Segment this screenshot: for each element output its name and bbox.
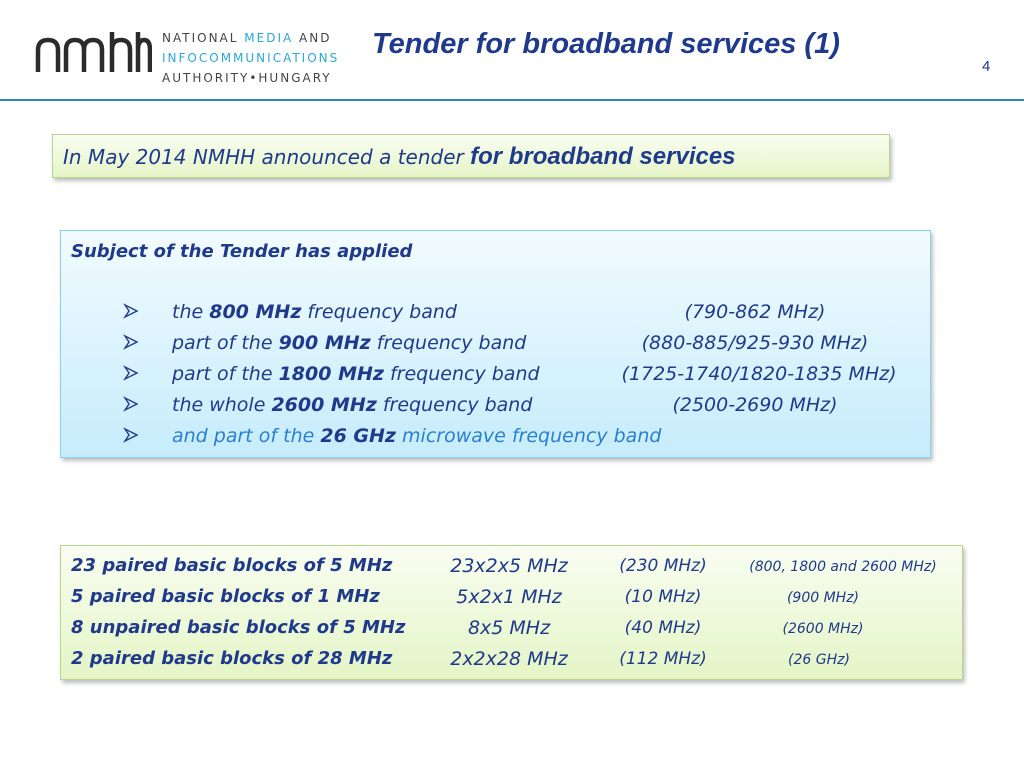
band-description: the whole 2600 MHz frequency band bbox=[172, 394, 533, 416]
band-row-26ghz bbox=[61, 425, 932, 455]
block-description: 8 unpaired basic blocks of 5 MHz bbox=[71, 617, 406, 638]
band-row-800 bbox=[61, 301, 932, 331]
band-row-2600 bbox=[61, 394, 932, 424]
block-total: (10 MHz) bbox=[624, 587, 702, 607]
block-bands: (26 GHz) bbox=[788, 652, 850, 668]
block-row bbox=[61, 586, 964, 616]
block-calculation: 23x2x5 MHz bbox=[450, 555, 568, 577]
arrow-bullet-icon bbox=[123, 303, 139, 319]
blocks-box bbox=[60, 545, 963, 680]
block-bands: (800, 1800 and 2600 MHz) bbox=[749, 559, 937, 575]
subject-box bbox=[60, 230, 931, 458]
block-calculation: 8x5 MHz bbox=[467, 617, 551, 639]
block-calculation: 5x2x1 MHz bbox=[456, 586, 562, 608]
band-description: the 800 MHz frequency band bbox=[172, 301, 457, 323]
block-total: (230 MHz) bbox=[619, 556, 707, 576]
block-bands: (2600 MHz) bbox=[782, 621, 864, 637]
band-description: part of the 900 MHz frequency band bbox=[172, 332, 527, 354]
block-total: (112 MHz) bbox=[619, 649, 707, 669]
arrow-bullet-icon bbox=[123, 365, 139, 381]
block-calculation: 2x2x28 MHz bbox=[450, 648, 568, 670]
block-row bbox=[61, 555, 964, 585]
nmhh-logo-mark bbox=[34, 30, 152, 74]
band-row-900 bbox=[61, 332, 932, 362]
band-row-1800 bbox=[61, 363, 932, 393]
block-row bbox=[61, 617, 964, 647]
arrow-bullet-icon bbox=[123, 396, 139, 412]
band-description: and part of the 26 GHz microwave frequency band bbox=[172, 425, 662, 447]
logo-wordmark: NATIONAL MEDIA AND INFOCOMMUNICATIONS AUTHORITY•HUNGARY bbox=[162, 31, 340, 85]
page-number: 4 bbox=[982, 58, 991, 75]
nmhh-logo bbox=[34, 24, 340, 85]
header-divider bbox=[0, 99, 1024, 101]
band-range: (2500-2690 MHz) bbox=[672, 394, 838, 416]
arrow-bullet-icon bbox=[123, 427, 139, 443]
announcement-box bbox=[52, 134, 890, 178]
block-description: 2 paired basic blocks of 28 MHz bbox=[71, 648, 393, 669]
band-range: (1725-1740/1820-1835 MHz) bbox=[621, 363, 897, 385]
slide-title: Tender for broadband services (1) bbox=[372, 28, 840, 60]
block-total: (40 MHz) bbox=[624, 618, 702, 638]
block-row bbox=[61, 648, 964, 678]
subject-heading: Subject of the Tender has applied bbox=[71, 241, 413, 262]
announcement-text: In May 2014 NMHH announced a tender for broadband services bbox=[63, 143, 736, 170]
band-range: (880-885/925-930 MHz) bbox=[641, 332, 869, 354]
block-bands: (900 MHz) bbox=[786, 590, 860, 606]
band-range: (790-862 MHz) bbox=[684, 301, 826, 323]
band-description: part of the 1800 MHz frequency band bbox=[172, 363, 540, 385]
arrow-bullet-icon bbox=[123, 334, 139, 350]
block-description: 5 paired basic blocks of 1 MHz bbox=[71, 586, 380, 607]
block-description: 23 paired basic blocks of 5 MHz bbox=[71, 555, 393, 576]
